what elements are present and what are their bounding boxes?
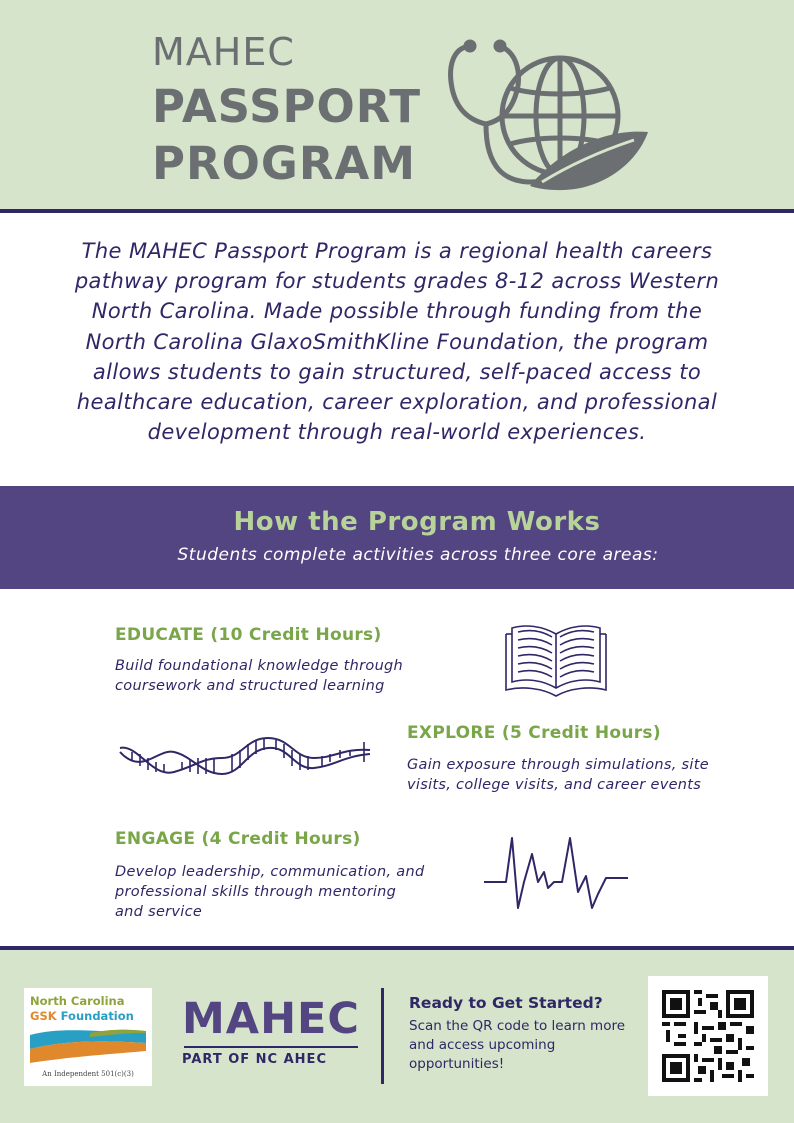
how-it-works-band	[0, 486, 794, 589]
stethoscope-globe-leaf-icon	[438, 36, 650, 194]
cta-title: Ready to Get Started?	[409, 994, 603, 1012]
qr-code-box[interactable]	[648, 976, 768, 1096]
explore-desc: Gain exposure through simulations, site visits, college visits, and career events	[407, 757, 709, 793]
heartbeat-icon	[482, 832, 630, 916]
educate-desc: Build foundational knowledge through coursework and structured learning	[115, 658, 404, 694]
mahec-logo: MAHEC	[182, 994, 360, 1044]
cta-description: Scan the QR code to learn more and access upcoming opportunities!	[409, 1018, 626, 1072]
how-title: How the Program Works	[233, 507, 601, 537]
gsk-logo-gsk: GSK	[30, 1009, 57, 1023]
gsk-foundation-logo	[24, 988, 152, 1086]
qr-code-icon[interactable]	[662, 990, 754, 1082]
title-program: PROGRAM	[152, 137, 417, 190]
gsk-logo-foundation: Foundation	[60, 1009, 134, 1023]
wave-icon	[30, 1025, 146, 1065]
dna-icon	[118, 728, 374, 788]
gsk-logo-subtitle: An Independent 501(c)(3)	[42, 1070, 134, 1078]
title-passport: PASSPORT	[152, 80, 422, 133]
gsk-logo-line2	[30, 1009, 134, 1023]
footer-vertical-divider	[381, 988, 384, 1084]
open-book-icon	[502, 620, 610, 698]
educate-title: EDUCATE (10 Credit Hours)	[115, 625, 382, 645]
intro-paragraph: The MAHEC Passport Program is a regional health careers pathway program for students grades 8-12 across Western North Carolina. Made possible through funding from the North Carolina GlaxoSmithKline Foundation, the program allows students to gain structured, self-paced access to healthcare education, career exploration, and professional development through real-world experiences.	[74, 239, 720, 445]
explore-title: EXPLORE (5 Credit Hours)	[407, 723, 661, 743]
engage-title: ENGAGE (4 Credit Hours)	[115, 829, 361, 849]
title-mahec: MAHEC	[152, 30, 295, 74]
mahec-tagline: PART OF NC AHEC	[182, 1052, 327, 1067]
how-subtitle: Students complete activities across three core areas:	[177, 545, 659, 565]
gsk-logo-line1: North Carolina	[30, 994, 125, 1008]
mahec-logo-rule	[184, 1046, 358, 1048]
header-divider	[0, 209, 794, 213]
engage-desc: Develop leadership, communication, and professional skills through mentoring and service	[115, 864, 425, 920]
